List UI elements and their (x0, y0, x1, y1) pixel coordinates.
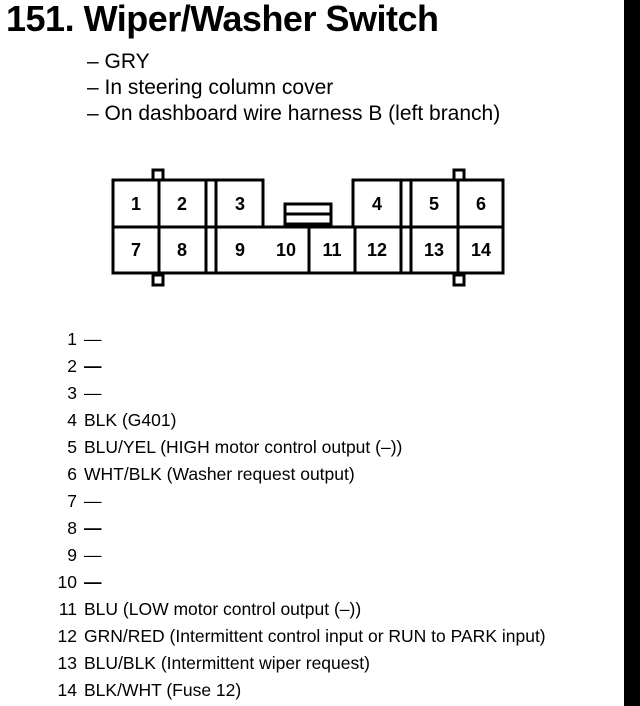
pin-number: 10 (57, 572, 77, 592)
pin-row (52, 596, 546, 623)
pin-number: 6 (67, 464, 77, 484)
pin-label-11: 11 (322, 240, 342, 260)
pin-label-14: 14 (470, 240, 492, 260)
pin-description: — (84, 329, 102, 349)
pin-label-10: 10 (275, 240, 297, 260)
pin-row (52, 434, 546, 461)
connector-lug-bottom-right (454, 275, 464, 285)
pin-number: 5 (67, 437, 77, 457)
pin-label-8: 8 (176, 240, 188, 260)
pin-number: 2 (67, 356, 77, 376)
pin-description: GRN/RED (Intermittent control input or RUN to PARK input) (84, 626, 546, 646)
pin-number: 12 (57, 626, 77, 646)
pin-row (52, 461, 546, 488)
pin-description: — (84, 491, 102, 511)
pin-row (52, 407, 546, 434)
pin-row (52, 515, 546, 542)
pin-number: 7 (67, 491, 77, 511)
pin-row (52, 326, 546, 353)
pin-number: 11 (58, 599, 77, 619)
pin-label-12: 12 (366, 240, 388, 260)
pin-number: 3 (67, 383, 77, 403)
pin-description: WHT/BLK (Washer request output) (84, 464, 355, 484)
pin-description: BLU/YEL (HIGH motor control output (–)) (84, 437, 403, 457)
pin-number: 8 (67, 518, 77, 538)
pin-label-1: 1 (130, 194, 142, 214)
pin-row (52, 623, 546, 650)
pin-row (52, 488, 546, 515)
pin-description: — (84, 383, 102, 403)
pin-description: BLU/BLK (Intermittent wiper request) (84, 653, 370, 673)
pin-list (52, 326, 546, 704)
pin-label-13: 13 (423, 240, 445, 260)
pin-label-7: 7 (130, 240, 142, 260)
pin-description: BLK (G401) (84, 410, 177, 430)
pin-description: — (84, 356, 102, 376)
connector-harness: – On dashboard wire harness B (left branch) (87, 102, 501, 125)
connector-location: – In steering column cover (87, 76, 334, 99)
pin-label-2: 2 (176, 194, 188, 214)
pin-number: 1 (67, 329, 77, 349)
page-title: 151. Wiper/Washer Switch (6, 0, 439, 39)
pin-number: 4 (67, 410, 77, 430)
connector-lug-bottom-left (153, 275, 163, 285)
pin-description: BLK/WHT (Fuse 12) (84, 680, 242, 700)
pin-number: 14 (57, 680, 77, 700)
pin-row (52, 542, 546, 569)
pin-number: 13 (57, 653, 77, 673)
pin-number: 9 (67, 545, 77, 565)
pin-label-6: 6 (475, 194, 487, 214)
pin-label-3: 3 (234, 194, 246, 214)
pin-row (52, 353, 546, 380)
pin-description: — (84, 518, 102, 538)
pin-label-9: 9 (234, 240, 246, 260)
connector-diagram (0, 0, 640, 320)
pin-label-4: 4 (371, 194, 383, 214)
pin-label-5: 5 (428, 194, 440, 214)
pin-description: — (84, 545, 102, 565)
pin-description: BLU (LOW motor control output (–)) (84, 599, 362, 619)
pin-row (52, 380, 546, 407)
pin-description: — (84, 572, 102, 592)
pin-row (52, 677, 546, 704)
pin-row (52, 569, 546, 596)
pin-row (52, 650, 546, 677)
connector-color: – GRY (87, 50, 150, 73)
